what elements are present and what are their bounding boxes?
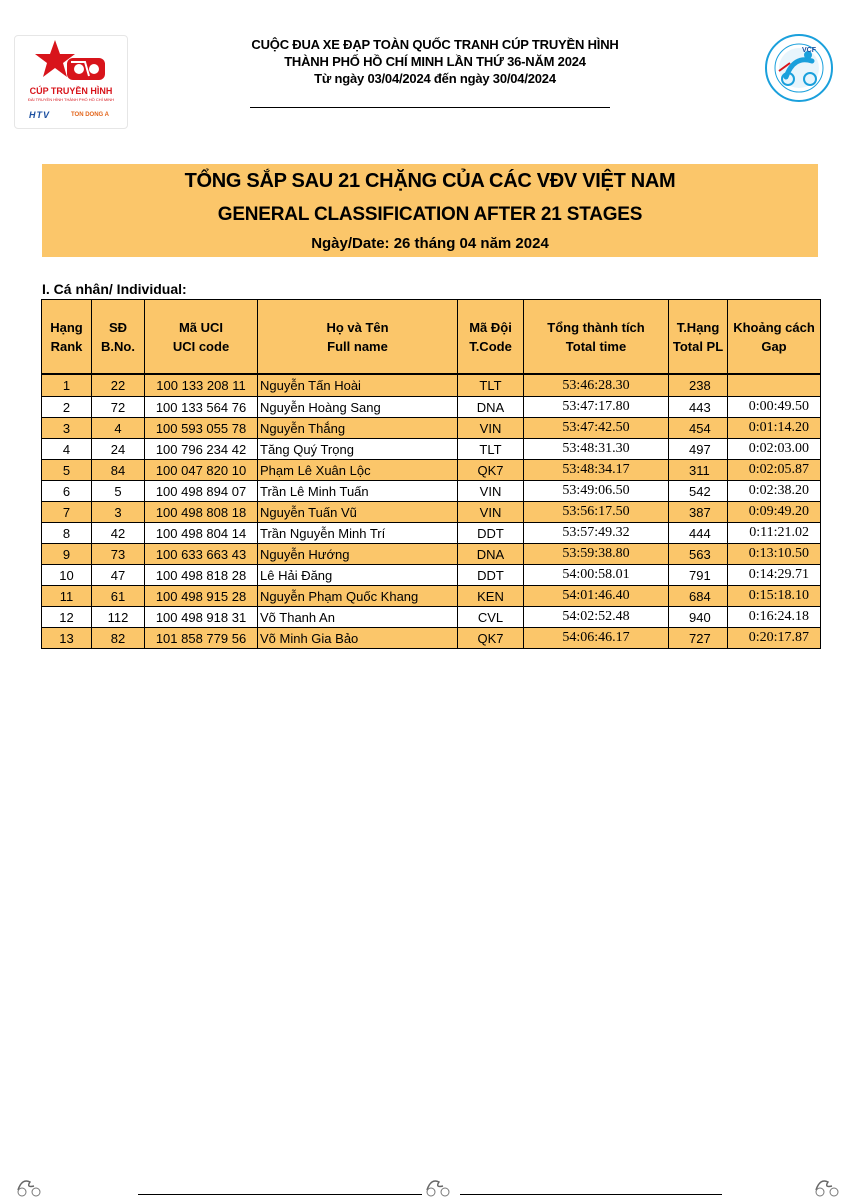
cup-truyen-hinh-logo xyxy=(14,35,128,129)
cell-team-code: CVL xyxy=(458,607,524,628)
cell-rank: 12 xyxy=(42,607,92,628)
event-title-line1: CUỘC ĐUA XE ĐẠP TOÀN QUỐC TRANH CÚP TRUYỀN HÌNH xyxy=(251,37,619,52)
cell-total-pl: 684 xyxy=(669,586,728,607)
classification-date: Ngày/Date: 26 tháng 04 năm 2024 xyxy=(311,235,549,252)
table-row xyxy=(42,439,821,460)
cell-total-pl: 238 xyxy=(669,374,728,397)
cell-gap xyxy=(728,374,821,397)
col-total-pl: T.Hạng Total PL xyxy=(669,300,728,375)
cell-bib: 22 xyxy=(92,374,145,397)
col-gap: Khoảng cách Gap xyxy=(728,300,821,375)
table-row xyxy=(42,460,821,481)
cell-total-time: 53:56:17.50 xyxy=(524,502,669,523)
cell-bib: 82 xyxy=(92,628,145,649)
cell-bib: 24 xyxy=(92,439,145,460)
cell-full-name: Nguyễn Hướng xyxy=(258,544,458,565)
sponsor-logo: TON DONG A xyxy=(71,112,110,118)
event-header xyxy=(200,36,670,87)
vietnam-cycling-federation-icon xyxy=(764,33,834,103)
cell-team-code: DDT xyxy=(458,523,524,544)
cell-total-time: 54:02:52.48 xyxy=(524,607,669,628)
cell-bib: 47 xyxy=(92,565,145,586)
cell-rank: 11 xyxy=(42,586,92,607)
cell-team-code: DDT xyxy=(458,565,524,586)
cell-uci-code: 100 133 208 11 xyxy=(145,374,258,397)
cell-rank: 3 xyxy=(42,418,92,439)
cell-team-code: DNA xyxy=(458,397,524,418)
col-total-time: Tổng thành tích Total time xyxy=(524,300,669,375)
cell-bib: 4 xyxy=(92,418,145,439)
cell-uci-code: 100 498 918 31 xyxy=(145,607,258,628)
table-row xyxy=(42,418,821,439)
cell-team-code: QK7 xyxy=(458,628,524,649)
cell-team-code: QK7 xyxy=(458,460,524,481)
footer-divider-right xyxy=(460,1194,722,1195)
cell-gap: 0:02:05.87 xyxy=(728,460,821,481)
cell-full-name: Trần Nguyễn Minh Trí xyxy=(258,523,458,544)
cell-full-name: Võ Minh Gia Bảo xyxy=(258,628,458,649)
cell-uci-code: 100 633 663 43 xyxy=(145,544,258,565)
cell-rank: 13 xyxy=(42,628,92,649)
cell-gap: 0:00:49.50 xyxy=(728,397,821,418)
cell-total-time: 54:06:46.17 xyxy=(524,628,669,649)
cyclist-sketch-icon xyxy=(423,1172,453,1198)
cell-bib: 72 xyxy=(92,397,145,418)
cell-uci-code: 100 498 894 07 xyxy=(145,481,258,502)
table-row xyxy=(42,374,821,397)
cell-total-pl: 727 xyxy=(669,628,728,649)
cell-total-time: 53:46:28.30 xyxy=(524,374,669,397)
cell-total-pl: 387 xyxy=(669,502,728,523)
cell-total-pl: 497 xyxy=(669,439,728,460)
cell-gap: 0:20:17.87 xyxy=(728,628,821,649)
cell-uci-code: 100 133 564 76 xyxy=(145,397,258,418)
title-band xyxy=(42,164,818,257)
table-body xyxy=(42,374,821,649)
cell-total-pl: 791 xyxy=(669,565,728,586)
cell-team-code: VIN xyxy=(458,502,524,523)
table-row xyxy=(42,502,821,523)
cell-uci-code: 100 047 820 10 xyxy=(145,460,258,481)
cell-total-time: 54:00:58.01 xyxy=(524,565,669,586)
cell-total-time: 53:57:49.32 xyxy=(524,523,669,544)
cell-gap: 0:13:10.50 xyxy=(728,544,821,565)
cell-full-name: Nguyễn Thắng xyxy=(258,418,458,439)
cell-total-pl: 454 xyxy=(669,418,728,439)
cell-total-time: 53:49:06.50 xyxy=(524,481,669,502)
cell-full-name: Nguyễn Tấn Hoài xyxy=(258,374,458,397)
logo-subtitle: ĐÀI TRUYỀN HÌNH THÀNH PHỐ HỒ CHÍ MINH xyxy=(27,97,115,102)
cell-full-name: Nguyễn Hoàng Sang xyxy=(258,397,458,418)
cell-team-code: TLT xyxy=(458,439,524,460)
cell-team-code: DNA xyxy=(458,544,524,565)
cell-total-pl: 563 xyxy=(669,544,728,565)
cell-full-name: Tăng Quý Trọng xyxy=(258,439,458,460)
cell-bib: 84 xyxy=(92,460,145,481)
table-row xyxy=(42,586,821,607)
table-header xyxy=(42,300,821,375)
cell-rank: 8 xyxy=(42,523,92,544)
table-row xyxy=(42,544,821,565)
cell-rank: 7 xyxy=(42,502,92,523)
cyclist-sketch-icon xyxy=(812,1172,842,1198)
cell-team-code: VIN xyxy=(458,418,524,439)
footer-divider-left xyxy=(138,1194,422,1195)
event-title-line2: THÀNH PHỐ HỒ CHÍ MINH LẦN THỨ 36-NĂM 2024 xyxy=(284,54,586,69)
title-vietnamese: TỔNG SẮP SAU 21 CHẶNG CỦA CÁC VĐV VIỆT NAM xyxy=(184,170,676,192)
event-dates: Từ ngày 03/04/2024 đến ngày 30/04/2024 xyxy=(314,71,556,86)
cell-rank: 1 xyxy=(42,374,92,397)
cell-uci-code: 101 858 779 56 xyxy=(145,628,258,649)
cell-uci-code: 100 498 915 28 xyxy=(145,586,258,607)
cell-uci-code: 100 796 234 42 xyxy=(145,439,258,460)
cell-gap: 0:14:29.71 xyxy=(728,565,821,586)
col-full-name: Họ và Tên Full name xyxy=(258,300,458,375)
cell-uci-code: 100 498 818 28 xyxy=(145,565,258,586)
table-row xyxy=(42,628,821,649)
cell-full-name: Nguyễn Phạm Quốc Khang xyxy=(258,586,458,607)
title-english: GENERAL CLASSIFICATION AFTER 21 STAGES xyxy=(217,204,643,225)
cell-total-time: 53:47:17.80 xyxy=(524,397,669,418)
cell-total-pl: 443 xyxy=(669,397,728,418)
cell-uci-code: 100 498 808 18 xyxy=(145,502,258,523)
cell-total-pl: 940 xyxy=(669,607,728,628)
cell-team-code: VIN xyxy=(458,481,524,502)
cell-full-name: Nguyễn Tuấn Vũ xyxy=(258,502,458,523)
cell-total-time: 53:48:31.30 xyxy=(524,439,669,460)
vcf-abbr: VCF xyxy=(802,47,816,54)
cell-total-time: 53:47:42.50 xyxy=(524,418,669,439)
classification-table xyxy=(41,299,821,649)
cell-bib: 3 xyxy=(92,502,145,523)
cell-total-time: 53:48:34.17 xyxy=(524,460,669,481)
cell-bib: 73 xyxy=(92,544,145,565)
col-team-code: Mã Đội T.Code xyxy=(458,300,524,375)
htv-logo: HTV xyxy=(29,110,50,120)
cell-rank: 10 xyxy=(42,565,92,586)
cell-rank: 9 xyxy=(42,544,92,565)
table-row xyxy=(42,607,821,628)
cell-team-code: TLT xyxy=(458,374,524,397)
cyclist-sketch-icon xyxy=(14,1172,44,1198)
cell-total-time: 54:01:46.40 xyxy=(524,586,669,607)
cell-team-code: KEN xyxy=(458,586,524,607)
cell-rank: 5 xyxy=(42,460,92,481)
cell-gap: 0:01:14.20 xyxy=(728,418,821,439)
cell-gap: 0:02:38.20 xyxy=(728,481,821,502)
cell-bib: 112 xyxy=(92,607,145,628)
cell-total-time: 53:59:38.80 xyxy=(524,544,669,565)
section-label: I. Cá nhân/ Individual: xyxy=(42,281,187,297)
cell-gap: 0:02:03.00 xyxy=(728,439,821,460)
cell-full-name: Phạm Lê Xuân Lộc xyxy=(258,460,458,481)
logo-title: CÚP TRUYỀN HÌNH xyxy=(29,86,113,96)
cell-bib: 61 xyxy=(92,586,145,607)
cell-gap: 0:11:21.02 xyxy=(728,523,821,544)
cell-uci-code: 100 593 055 78 xyxy=(145,418,258,439)
col-rank: Hạng Rank xyxy=(42,300,92,375)
header-divider xyxy=(250,107,610,108)
table-row xyxy=(42,565,821,586)
cell-rank: 2 xyxy=(42,397,92,418)
cell-gap: 0:16:24.18 xyxy=(728,607,821,628)
cell-rank: 4 xyxy=(42,439,92,460)
cell-full-name: Võ Thanh An xyxy=(258,607,458,628)
cell-rank: 6 xyxy=(42,481,92,502)
cell-uci-code: 100 498 804 14 xyxy=(145,523,258,544)
cell-full-name: Trần Lê Minh Tuấn xyxy=(258,481,458,502)
col-bib: SĐ B.No. xyxy=(92,300,145,375)
vcf-logo xyxy=(764,33,834,103)
table-row xyxy=(42,481,821,502)
col-uci-code: Mã UCI UCI code xyxy=(145,300,258,375)
cell-total-pl: 444 xyxy=(669,523,728,544)
cell-gap: 0:09:49.20 xyxy=(728,502,821,523)
cell-gap: 0:15:18.10 xyxy=(728,586,821,607)
table-row xyxy=(42,397,821,418)
table-row xyxy=(42,523,821,544)
cell-bib: 5 xyxy=(92,481,145,502)
cell-bib: 42 xyxy=(92,523,145,544)
cell-total-pl: 311 xyxy=(669,460,728,481)
cell-full-name: Lê Hải Đăng xyxy=(258,565,458,586)
cell-total-pl: 542 xyxy=(669,481,728,502)
